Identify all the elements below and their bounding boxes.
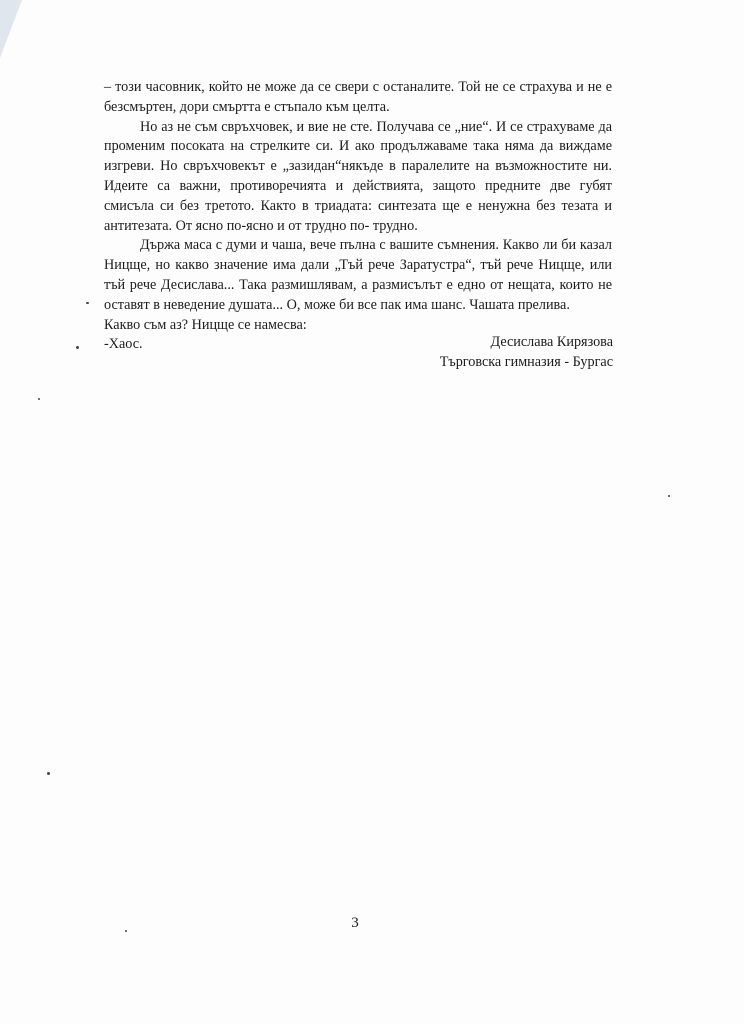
- body-text: [104, 78, 612, 355]
- paragraph-2: Но аз не съм свръхчовек, и вие не сте. Получава се „ние“. И се страхуваме да променим посоката на стрелките си. И ако продължаваме така няма да виждаме изгреви. Но свръхчовекът е „зазидан“някъде в паралелите на възможностите ни. Идеите са важни, противоречията и действията, защото предните две губят смисъла си без третото. Както в триадата: синтезата ще е ненужна без тезата и антитезата. От ясно по-ясно и от трудно по- трудно.: [104, 118, 612, 234]
- paragraph-4: Какво съм аз? Ницще се намесва:: [104, 316, 307, 333]
- author-name: Десислава Кирязова: [490, 334, 613, 350]
- paragraph-5: -Хаос.: [104, 336, 143, 353]
- page-corner-fold: [0, 0, 22, 58]
- page-number: 3: [351, 915, 359, 931]
- scan-speck: [668, 495, 670, 497]
- paragraph-3: Държа маса с думи и чаша, вече пълна с вашите съмнения. Какво ли би казал Ницще, но какво значение има дали „Тъй рече Заратустра“, тъй рече Ницще, или тъй рече Десислава... Така размишлявам, а размисълът е едно от нещата, които не оставят в неведение душата... О, може би все пак има шанс. Чашата прелива.: [104, 237, 612, 313]
- school-name: Търговска гимназия - Бургас: [439, 353, 613, 370]
- signature-block: [440, 333, 613, 373]
- scan-speck: [86, 302, 89, 304]
- paragraph-1: – този часовник, който не може да се свери с останалите. Той не се страхува и не е безсмъртен, дори смъртта е стъпало към целта.: [104, 79, 612, 115]
- scan-speck: [76, 346, 79, 349]
- scan-speck: [38, 398, 40, 400]
- scan-speck: [125, 930, 127, 932]
- scan-speck: [47, 772, 50, 775]
